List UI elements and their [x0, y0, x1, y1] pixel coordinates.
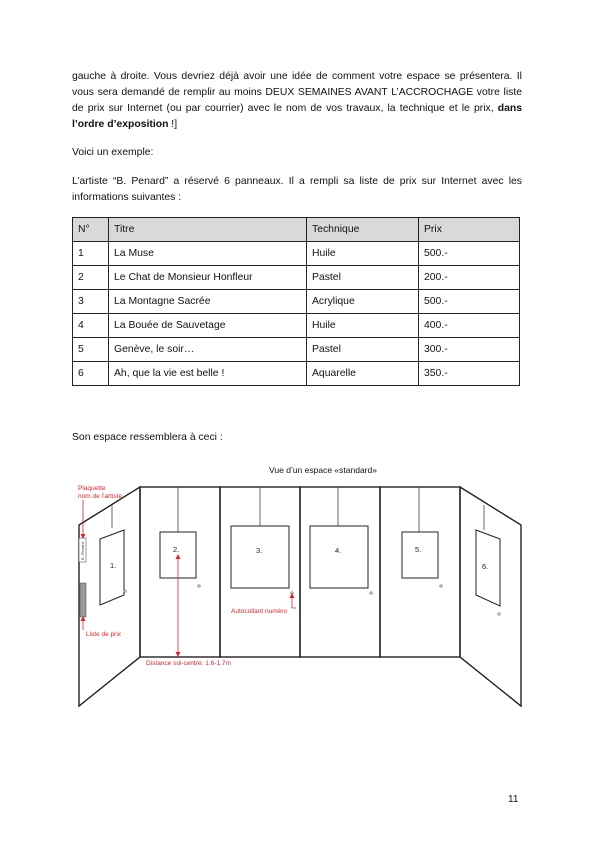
paragraph-space-intro: Son espace ressemblera à ceci : — [72, 432, 223, 443]
label-plaquette-name: nom de l’artiste — [78, 493, 123, 500]
cell-title: La Muse — [109, 242, 307, 266]
paragraph-instructions: gauche à droite. Vous devriez déjà avoir une idée de comment votre espace se présentera. Il vous sera demandé de remplir au moins DEUX SEMAINES AVANT L’ACCROCHAGE votre liste de prix sur Internet (ou par courrier) avec le nom de vos travaux, la technique et le prix, dans l’ordre d’exposition !] — [72, 71, 522, 130]
cell-title: La Bouée de Sauvetage — [109, 314, 307, 338]
artwork-number: 2. — [173, 545, 180, 554]
exhibition-space-diagram — [72, 460, 528, 712]
cell-number: 2 — [73, 266, 109, 290]
cell-price: 350.- — [419, 362, 520, 386]
header-number: N° — [73, 218, 109, 242]
cell-technique: Acrylique — [307, 290, 419, 314]
label-price-list: Liste de prix — [86, 631, 122, 638]
wall-panels — [79, 487, 521, 706]
cell-number: 3 — [73, 290, 109, 314]
artwork-number: 1. — [110, 561, 117, 570]
artwork-number: 6. — [482, 562, 489, 571]
cell-price: 400.- — [419, 314, 520, 338]
cell-number: 4 — [73, 314, 109, 338]
cell-number: 5 — [73, 338, 109, 362]
artwork-number: 4. — [335, 546, 342, 555]
cell-technique: Pastel — [307, 338, 419, 362]
label-sticker-number: Autocollant numéro — [231, 608, 288, 615]
cell-price: 300.- — [419, 338, 520, 362]
cell-title: Genève, le soir… — [109, 338, 307, 362]
cell-price: 500.- — [419, 242, 520, 266]
cell-technique: Huile — [307, 242, 419, 266]
page-number: 11 — [508, 794, 519, 805]
header-technique: Technique — [307, 218, 419, 242]
header-title: Titre — [109, 218, 307, 242]
table-row — [73, 290, 520, 314]
hanging-wires — [112, 487, 484, 532]
cell-title: Ah, que la vie est belle ! — [109, 362, 307, 386]
artwork-4 — [310, 526, 368, 588]
label-floor-distance: Distance sol-centre: 1.6-1.7m — [146, 660, 231, 667]
cell-price: 500.- — [419, 290, 520, 314]
artwork-5 — [402, 532, 438, 578]
table-row — [73, 338, 520, 362]
price-list-sheet — [80, 583, 86, 617]
cell-title: La Montagne Sacrée — [109, 290, 307, 314]
artwork-number: 5. — [415, 545, 422, 554]
cell-technique: Aquarelle — [307, 362, 419, 386]
artwork-3 — [231, 526, 289, 588]
table-row — [73, 362, 520, 386]
cell-price: 200.- — [419, 266, 520, 290]
cell-title: Le Chat de Monsieur Honfleur — [109, 266, 307, 290]
cell-technique: Huile — [307, 314, 419, 338]
table-row — [73, 314, 520, 338]
nameplate-text: B. Penard — [80, 542, 85, 560]
table-row — [73, 242, 520, 266]
header-price: Prix — [419, 218, 520, 242]
artwork-number: 3. — [256, 546, 263, 555]
label-plaquette: Plaquette — [78, 485, 106, 492]
price-list-table — [72, 217, 520, 386]
number-stickers — [124, 585, 500, 615]
bold-emphasis: dans l’ordre d’exposition — [72, 103, 522, 130]
table-row — [73, 266, 520, 290]
paragraph-artist-example: L’artiste “B. Penard” a réservé 6 panneaux. Il a rempli sa liste de prix sur Internet avec les informations suivantes : — [72, 176, 522, 203]
cell-technique: Pastel — [307, 266, 419, 290]
diagram-title: Vue d’un espace «standard» — [269, 465, 377, 475]
cell-number: 1 — [73, 242, 109, 266]
cell-number: 6 — [73, 362, 109, 386]
paragraph-example-intro: Voici un exemple: — [72, 147, 154, 158]
table-header-row — [73, 218, 520, 242]
